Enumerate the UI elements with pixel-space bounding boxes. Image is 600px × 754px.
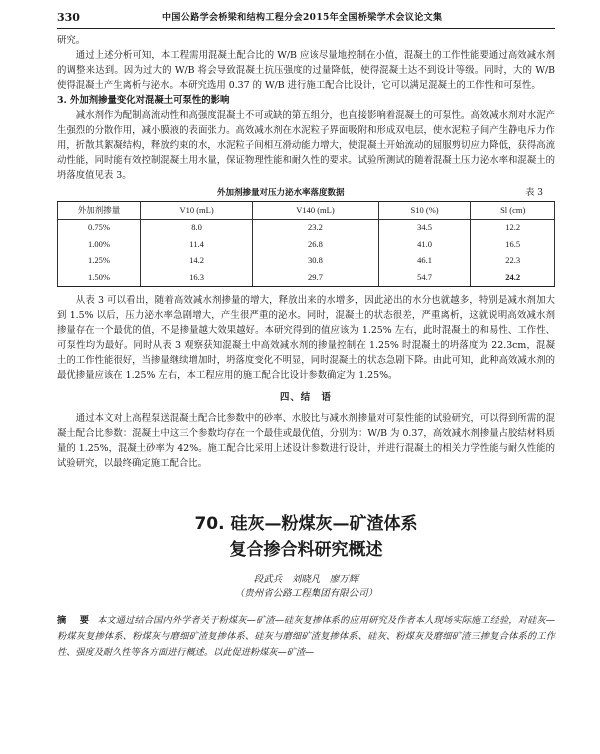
paragraph-3: 从表 3 可以看出，随着高效减水剂掺量的增大，释放出来的水增多，因此泌出的水分也就越多，特别是减水剂加大到 1.5% 以后，压力泌水率急剧增大，产生很严重的泌水。同时，混凝土的状态很差，严重离析，这就说明高效减水剂掺量存在一个最优的值，不是掺量越大效果越好。本研究得到的值应该为 1.25% 左右，此时混凝土的和易性、工作性、可泵性均为最好。同时从表 3 观察获知混凝土中高效减水剂的掺量控制在 1.25% 时混凝土的坍落度为 22.3cm，混凝土的工作性能很好，当掺量继续增加时，坍落度变化不明显，同时混凝土的状态急剧下降。由此可知，此种高效减水剂的最优掺量应该在 1.25% 左右，本工程应用的施工配合比设计参数确定为 1.25%。: [57, 294, 555, 381]
table-row: [58, 219, 555, 236]
page: [57, 8, 555, 661]
table-cell: 34.5: [378, 219, 471, 236]
data-table: [57, 201, 555, 287]
table-cell: 46.1: [378, 253, 471, 270]
col-header: V140 (mL): [253, 202, 379, 220]
table-cell: 16.3: [141, 269, 253, 286]
table-row: [58, 253, 555, 270]
paragraph-2: 减水剂作为配制高流动性和高强度混凝土不可或缺的第五组分，也直接影响着混凝土的可泵性。高效减水剂对水泥产生强烈的分散作用，减小膜液的表面张力。高效减水剂在水泥粒子界面吸附和形成双电层，使水泥粒子间产生静电斥力作用，折散其絮凝结构，释放约束的水，水泥粒子间相互滑动能力增大，使混凝土开始流动的屈服剪切应力降低，获得高流动性能，同时能有效控制混凝土用水量，保证物理性能和耐久性的要求。试验所测试的随着混凝土压力泌水率和混凝土的坍落度值见表 3。: [57, 110, 555, 181]
col-header: V10 (mL): [141, 202, 253, 220]
table-caption: 外加剂掺量对压力泌水率落度数据: [217, 188, 345, 198]
table-cell: 22.3: [471, 253, 555, 270]
table-cell: 41.0: [378, 236, 471, 253]
journal-title: 中国公路学会桥梁和结构工程分会2015年全国桥梁学术会议论文集: [162, 13, 443, 23]
authors: 段武兵 刘晓凡 廖万辉: [253, 573, 359, 585]
table-cell: 54.7: [378, 269, 471, 286]
table-row: [58, 269, 555, 286]
table-cell: 26.8: [253, 236, 379, 253]
article-title-line-1: 70. 硅灰—粉煤灰—矿渣体系: [194, 513, 418, 534]
table-cell: 12.2: [471, 219, 555, 236]
col-header: S10 (%): [378, 202, 471, 220]
col-header: Sl (cm): [471, 202, 555, 220]
running-header: [57, 8, 555, 29]
table-cell: 30.8: [253, 253, 379, 270]
table-cell: 23.2: [253, 219, 379, 236]
table-row: [58, 236, 555, 253]
table-cell: 1.25%: [58, 253, 141, 270]
abstract-text: 本文通过结合国内外学者关于粉煤灰—矿渣—硅灰复掺体系的应用研究及作者本人现场实际施工经验，对硅灰—粉煤灰复掺体系、粉煤灰与磨细矿渣复掺体系、硅灰与磨细矿渣复掺体系、硅灰、粉煤灰及磨细矿渣三掺复合体系的工作性、强度及耐久性等各方面进行概述。以此促进粉煤灰—矿渣—: [57, 614, 556, 658]
paragraph-4: 通过本文对上高程泵送混凝土配合比参数中的砂率、水胶比与减水剂掺量对可泵性能的试验研究，可以得到所需的混凝土配合比参数：混凝土中这三个参数均存在一个最佳或最优值，分别为：W/B 为 0.37，高效减水剂掺量占胶结材料质量的 1.25%，混凝土砂率为 42%。施工配合比采用上述设计参数进行设计，并进行混凝土的相关力学性能与耐久性能的试验研究，以最终确定施工配合比。: [57, 412, 555, 469]
table-cell: 0.75%: [58, 219, 141, 236]
article-title-line-2: 复合掺合料研究概述: [229, 539, 383, 560]
page-number: 330: [57, 11, 80, 24]
table-cell: 29.7: [253, 269, 379, 286]
table-cell: 1.00%: [58, 236, 141, 253]
abstract: [57, 613, 555, 661]
table-cell: 16.5: [471, 236, 555, 253]
section-3-heading: 3. 外加剂掺量变化对混凝土可泵性的影响: [57, 95, 230, 106]
table-number: 表 3: [525, 188, 543, 198]
table-cell: 14.2: [141, 253, 253, 270]
affiliation: （贵州省公路工程集团有限公司）: [234, 587, 378, 599]
table-cell: 24.2: [471, 269, 555, 286]
table-cell: 11.4: [141, 236, 253, 253]
abstract-label: 摘 要: [57, 614, 92, 626]
paragraph-top: 研究。: [57, 35, 86, 46]
table-header-row: [58, 202, 555, 220]
table-cell: 8.0: [141, 219, 253, 236]
col-header: 外加剂掺量: [58, 202, 141, 220]
section-4-heading: 四、结 语: [280, 391, 332, 403]
paragraph-1: 通过上述分析可知，本工程需用混凝土配合比的 W/B 应该尽量地控制在小值，混凝土的工作性能要通过高效减水剂的调整来达到。因为过大的 W/B 将会导致混凝土抗压强度的过量降低，使得混凝土达不到设计等级。同时，大的 W/B 使得混凝土产生离析与泌水。本研究选用 0.37 的 W/B 进行施工配合比设计，它可以满足混凝土的工作性和可泵性。: [57, 50, 555, 91]
table-title-row: [57, 185, 555, 201]
table-cell: 1.50%: [58, 269, 141, 286]
